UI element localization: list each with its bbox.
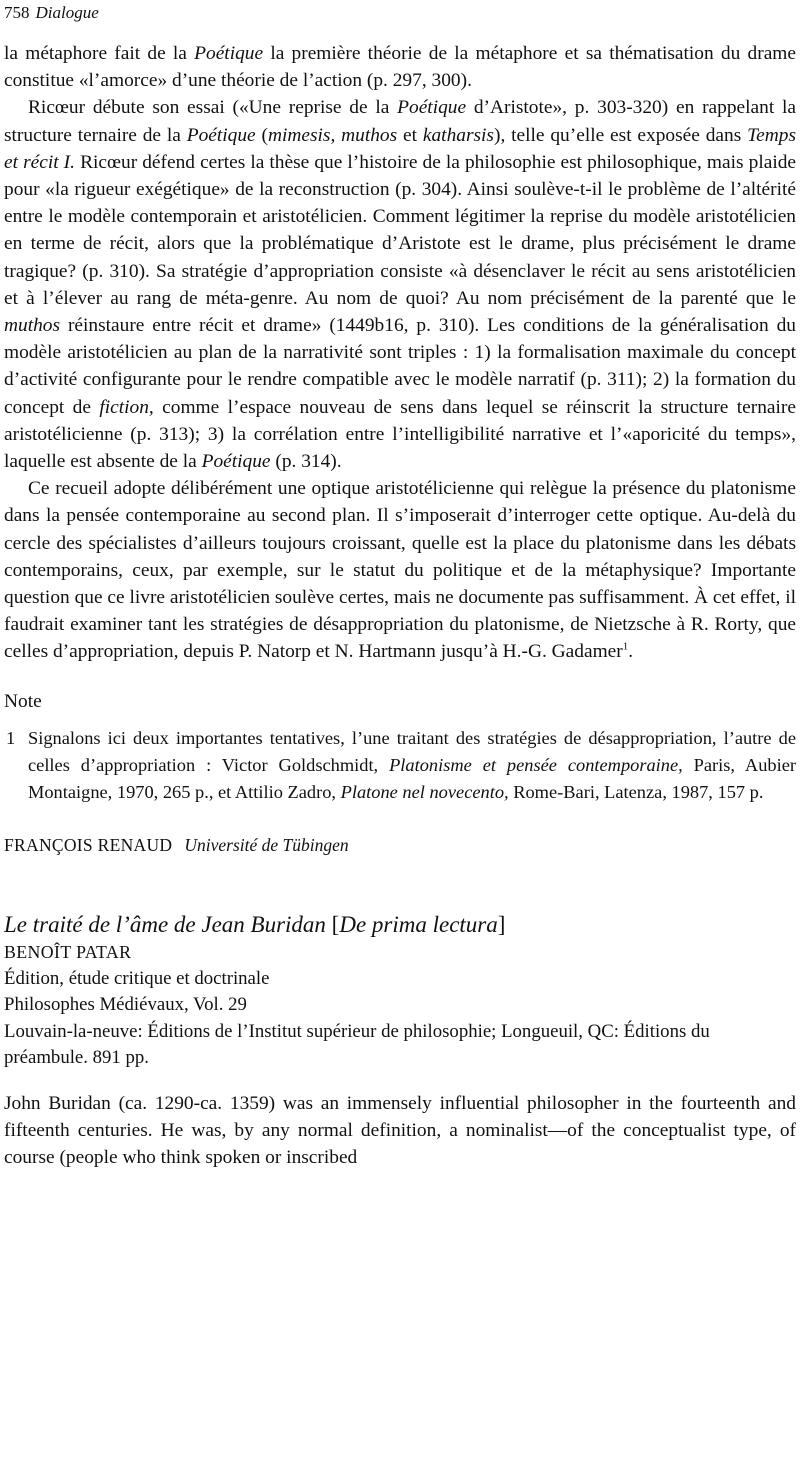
italic-run: fiction, xyxy=(99,396,154,418)
italic-run: katharsis xyxy=(422,124,494,146)
footnote-number: 1 xyxy=(6,727,16,748)
page-number: 758 xyxy=(4,3,30,22)
text-run: ), telle qu’elle est exposée dans xyxy=(493,124,748,146)
running-head xyxy=(4,2,99,24)
book-series: Philosophes Médiévaux, Vol. 29 xyxy=(4,994,247,1016)
italic-run: Poétique xyxy=(201,451,271,473)
text-run: Ricœur débute son essai («Une reprise de la xyxy=(28,97,398,119)
reviewer-affiliation: Université de Tübingen xyxy=(184,834,349,855)
italic-run: Platonisme et pensée contemporaine, xyxy=(389,754,683,775)
text-run: comme l’espace nouveau de sens dans lequel se réinscrit la structure ternaire aristotélicienne (p. 313); 3) la corrélation entre l’intelligibilité narrative et l’«aporicité du temps», laquelle est absente de la xyxy=(4,396,796,473)
book-title: Le traité de l’âme de Jean Buridan xyxy=(4,912,326,938)
text-run: réinstaure entre récit et drame» (1449b16, p. 310). Les conditions de la généralisation du modèle aristotélicien au plan de la narrativité sont triples : 1) la formalisation maximale du concept d’activité configurante pour le rendre compatible avec le modèle narratif (p. 311); 2) la formation du concept de xyxy=(4,315,796,418)
review-book-title xyxy=(4,911,796,939)
paragraph-3 xyxy=(4,475,796,665)
book-edition: Édition, étude critique et doctrinale xyxy=(4,967,270,989)
italic-run: mimesis, muthos xyxy=(267,124,398,146)
text-run: Ricœur défend certes la thèse que l’histoire de la philosophie est philosophique, mais plaide pour «la rigueur exégétique» de la reconstruction (p. 304). Ainsi soulève-t-il le problème de l’altérité entre le modèle contemporain et aristotélicien. Comment légitimer la reprise du modèle aristotélicien en terme de récit, alors que la problématique d’Aristote est le drame, plus précisément le drame tragique? (p. 310). Sa stratégie d’appropriation consiste «à désenclaver le récit au sens aristotélicien et à l’élever au rang de méta-genre. Au nom de quoi? Au nom précisément de la parenté que le xyxy=(4,151,797,309)
italic-run: Temps et récit I. xyxy=(4,124,796,173)
text-run: la première théorie de la métaphore et sa thématisation du drame constitue «l’amorce» d’une théorie de l’action (p. 297, 300). xyxy=(4,43,797,92)
bracket-close: ] xyxy=(497,912,506,938)
text-run: Signalons ici deux importantes tentatives, l’une traitant des stratégies de désappropriation, l’autre de celles d’appropriation : Victor Goldschmidt, xyxy=(28,727,796,775)
text-run: la métaphore fait de la xyxy=(4,43,195,64)
paragraph-2 xyxy=(4,94,796,475)
footnote-text xyxy=(28,725,796,806)
bracket-open: [ xyxy=(331,912,340,938)
book-author: BENOÎT PATAR xyxy=(4,942,132,963)
text-run: Paris, Aubier Montaigne, 1970, 265 p., et Attilio Zadro, xyxy=(28,754,796,802)
book-publisher: Louvain-la-neuve: Éditions de l’Institut supérieur de philosophie; Longueuil, QC: Éditions du préambule. 891 pp. xyxy=(4,1020,710,1069)
italic-run: muthos xyxy=(4,315,61,337)
text-run: Ce recueil adopte délibérément une optique aristotélicienne qui relègue la présence du platonisme dans la pensée contemporaine au second plan. Il s’imposerait d’interroger cette optique. Au-delà du cercle des spécialistes d’ailleurs toujours croissant, quelle est la place du platonisme dans les débats contemporains, ceux, par exemple, sur le statut du politique et de la métaphysique? Importante question que ce livre aristotélicien soulève certes, mais ne documente pas suffisamment. À cet effet, il faudrait examiner tant les stratégies de désappropriation du platonisme, de Nietzsche à R. Rorty, que celles d’appropriation, depuis P. Natorp et N. Hartmann jusqu’à H.-G. Gadamer xyxy=(4,478,796,663)
text-run: d’Aristote», p. 303-320) en rappelant la structure ternaire de la xyxy=(4,97,796,146)
italic-run: Poétique xyxy=(194,43,264,64)
text-run: (p. 314). xyxy=(270,451,342,473)
footnote-1 xyxy=(6,725,796,806)
article-body xyxy=(4,40,796,1172)
footnote-marker: 1 xyxy=(622,641,629,653)
text-run: Rome-Bari, Latenza, 1987, 157 p. xyxy=(508,781,764,802)
text-run: . xyxy=(628,641,634,663)
reviewer-name: FRANÇOIS RENAUD xyxy=(4,834,173,855)
italic-run: Poétique xyxy=(397,97,467,119)
book-subtitle: De prima lectura xyxy=(339,912,498,938)
review-signature xyxy=(4,832,796,859)
journal-title: Dialogue xyxy=(35,3,99,22)
italic-run: Poétique xyxy=(186,124,256,146)
note-heading: Note xyxy=(4,690,42,712)
review-body-paragraph: John Buridan (ca. 1290-ca. 1359) was an immensely influential philosopher in the fourteenth and fifteenth centuries. He was, by any normal definition, a nominalist—of the conceptualist type, of course (people who think spoken or inscribed xyxy=(4,1093,796,1169)
paragraph-1 xyxy=(4,40,796,94)
italic-run: Platone nel novecento, xyxy=(340,781,509,802)
text-run: et xyxy=(397,124,423,146)
text-run: ( xyxy=(255,124,268,146)
